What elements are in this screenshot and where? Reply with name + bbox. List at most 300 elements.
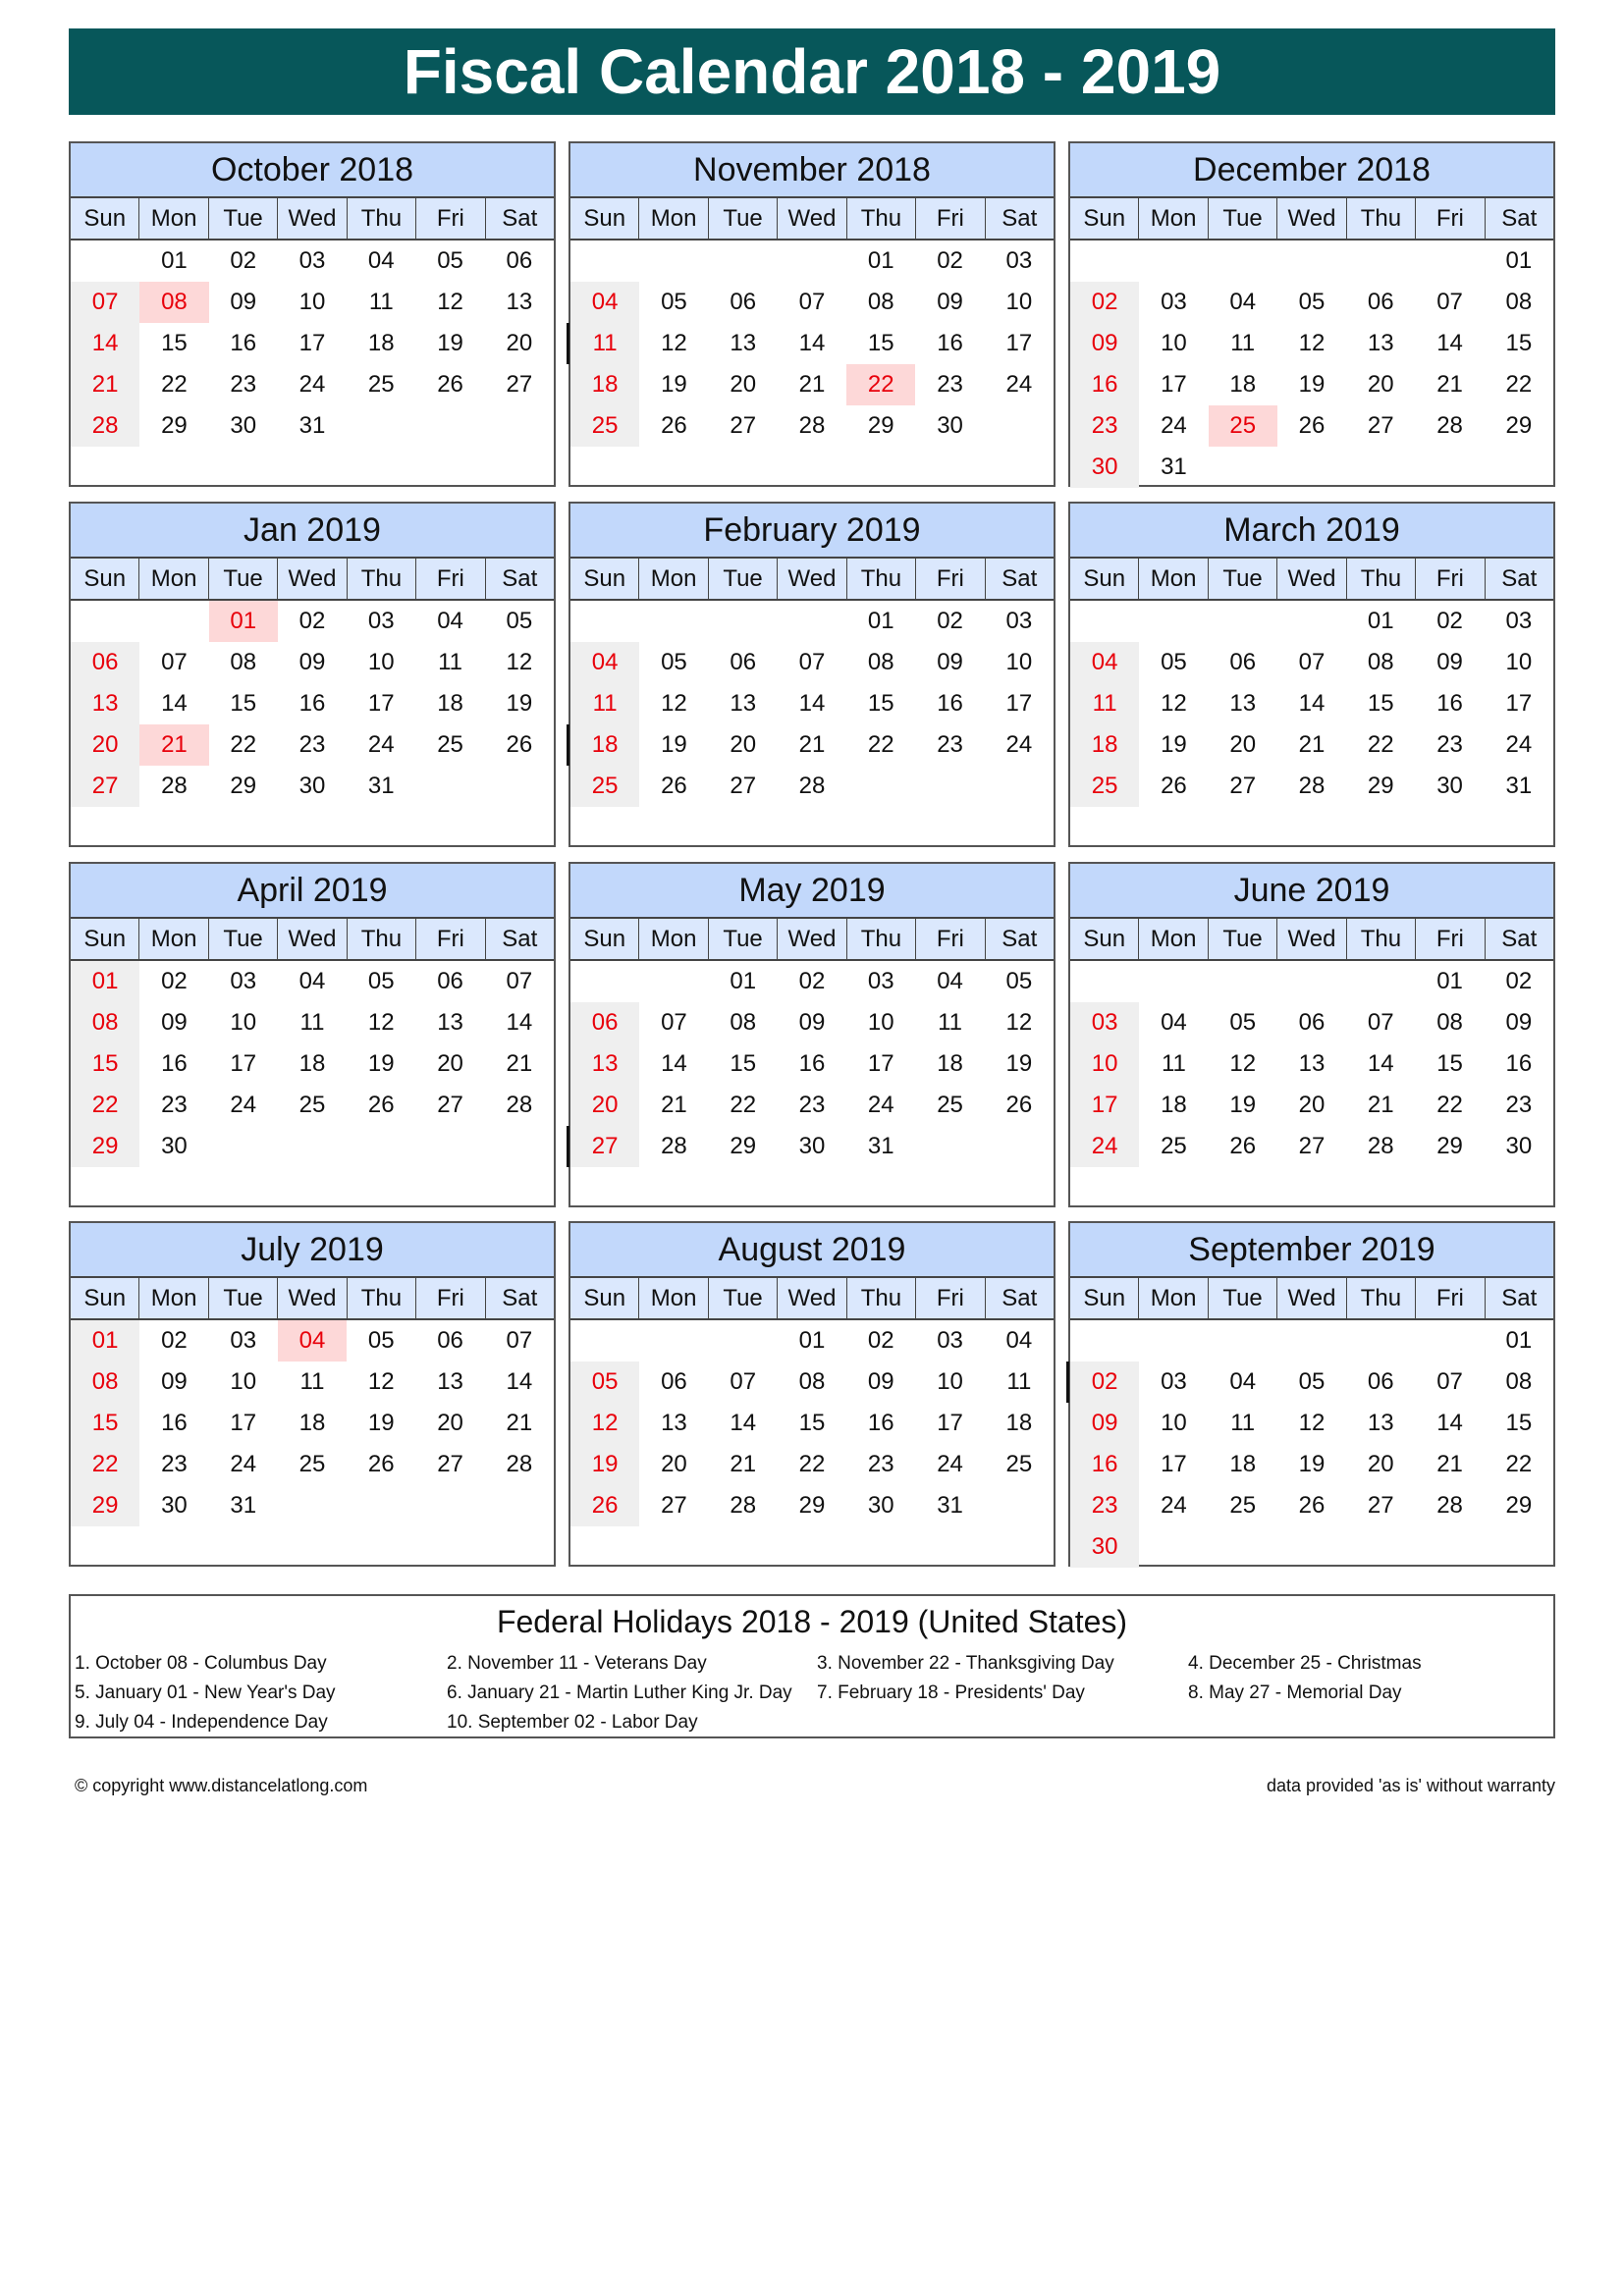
day-cell: 08 bbox=[867, 289, 894, 315]
day-cell: 19 bbox=[570, 1444, 639, 1485]
day-cell: 06 bbox=[661, 1368, 687, 1395]
day-cell: 04 bbox=[298, 968, 326, 994]
day-cell: 24 bbox=[367, 731, 395, 758]
day-cell: 12 bbox=[1005, 1009, 1033, 1036]
day-cell: 25 bbox=[937, 1092, 963, 1118]
weekday-label: Sun bbox=[583, 925, 626, 952]
holidays-title: Federal Holidays 2018 - 2019 (United States) bbox=[496, 1604, 1128, 1639]
day-cell: 13 bbox=[437, 1009, 463, 1036]
day-cell: 10 bbox=[230, 1368, 257, 1395]
day-cell: 08 bbox=[867, 649, 894, 675]
day-cell: 18 bbox=[1229, 371, 1257, 398]
day-cell: 09 bbox=[1436, 649, 1463, 675]
empty-cell bbox=[639, 1320, 708, 1362]
empty-cell bbox=[570, 601, 639, 642]
empty-cell bbox=[485, 1526, 554, 1568]
day-cell: 28 bbox=[798, 773, 826, 799]
day-cell: 01 bbox=[161, 247, 188, 274]
day-cell: 12 bbox=[367, 1368, 395, 1395]
day-cell: 03 bbox=[298, 247, 326, 274]
weekday-label: Wed bbox=[777, 919, 845, 959]
day-cell: 31 bbox=[230, 1492, 257, 1519]
day-grid bbox=[71, 961, 554, 1208]
holiday-day-cell: 22 bbox=[846, 364, 915, 405]
day-cell: 29 bbox=[230, 773, 257, 799]
day-cell: 07 bbox=[506, 968, 533, 994]
day-cell: 26 bbox=[1161, 773, 1187, 799]
holiday-item: 8. May 27 - Memorial Day bbox=[1188, 1682, 1402, 1703]
day-grid bbox=[71, 240, 554, 488]
day-cell: 13 bbox=[1367, 1410, 1394, 1436]
day-cell: 09 bbox=[937, 289, 963, 315]
day-cell: 08 bbox=[1436, 1009, 1463, 1036]
day-cell: 28 bbox=[161, 773, 188, 799]
day-cell: 29 bbox=[71, 1485, 139, 1526]
day-cell: 18 bbox=[298, 1050, 326, 1077]
weekday-label: Sat bbox=[1485, 559, 1553, 599]
day-cell: 20 bbox=[437, 1410, 463, 1436]
empty-cell bbox=[915, 766, 984, 807]
day-cell: 30 bbox=[1505, 1133, 1533, 1159]
month-title: June 2019 bbox=[1070, 864, 1553, 919]
weekday-header-row bbox=[71, 1278, 554, 1320]
day-cell: 13 bbox=[1298, 1050, 1326, 1077]
day-cell: 26 bbox=[1005, 1092, 1033, 1118]
day-cell: 06 bbox=[1229, 649, 1257, 675]
weekday-header-row bbox=[1070, 1278, 1553, 1320]
empty-cell bbox=[570, 807, 639, 848]
day-cell: 02 bbox=[1070, 282, 1139, 323]
day-cell: 29 bbox=[1367, 773, 1394, 799]
weekday-label: Mon bbox=[638, 198, 707, 239]
empty-cell bbox=[846, 807, 915, 848]
day-cell: 22 bbox=[1505, 371, 1533, 398]
day-cell: 25 bbox=[1229, 1492, 1257, 1519]
day-cell: 20 bbox=[1367, 1451, 1394, 1477]
month-panel bbox=[568, 1221, 1056, 1567]
day-cell: 18 bbox=[1229, 1451, 1257, 1477]
day-cell: 16 bbox=[1436, 690, 1463, 717]
empty-cell bbox=[1209, 961, 1277, 1002]
day-cell: 16 bbox=[1505, 1050, 1533, 1077]
day-cell: 16 bbox=[298, 690, 326, 717]
day-cell: 21 bbox=[798, 731, 826, 758]
weekday-label: Tue bbox=[1208, 198, 1276, 239]
empty-cell bbox=[778, 447, 846, 488]
day-cell: 29 bbox=[867, 412, 894, 439]
empty-cell bbox=[485, 1167, 554, 1208]
day-cell: 06 bbox=[1367, 1368, 1394, 1395]
empty-cell bbox=[915, 447, 984, 488]
day-grid bbox=[570, 1320, 1054, 1568]
day-grid bbox=[1070, 961, 1553, 1208]
day-cell: 27 bbox=[1298, 1133, 1326, 1159]
day-cell: 11 bbox=[938, 1009, 963, 1036]
day-cell: 11 bbox=[1230, 1410, 1256, 1436]
weekday-label: Wed bbox=[1276, 559, 1345, 599]
day-cell: 10 bbox=[230, 1009, 257, 1036]
holiday-day-cell: 02 bbox=[1070, 1362, 1139, 1403]
weekday-label: Mon bbox=[1138, 1278, 1207, 1318]
empty-cell bbox=[139, 807, 208, 848]
day-cell: 15 bbox=[71, 1043, 139, 1085]
month-panel bbox=[568, 862, 1056, 1207]
empty-cell bbox=[1485, 1167, 1553, 1208]
day-cell: 01 bbox=[71, 961, 139, 1002]
weekday-label: Wed bbox=[777, 1278, 845, 1318]
month-title: Jan 2019 bbox=[71, 504, 554, 559]
weekday-label: Wed bbox=[1276, 919, 1345, 959]
day-cell: 05 bbox=[1005, 968, 1033, 994]
empty-cell bbox=[1139, 601, 1208, 642]
day-cell: 14 bbox=[1298, 690, 1326, 717]
day-cell: 03 bbox=[367, 608, 395, 634]
weekday-label: Sat bbox=[985, 1278, 1054, 1318]
day-cell: 03 bbox=[1070, 1002, 1139, 1043]
weekday-label: Wed bbox=[277, 1278, 346, 1318]
day-cell: 31 bbox=[1161, 454, 1187, 480]
day-cell: 08 bbox=[1367, 649, 1394, 675]
empty-cell bbox=[915, 1126, 984, 1167]
empty-cell bbox=[1415, 807, 1484, 848]
empty-cell bbox=[570, 1526, 639, 1568]
day-cell: 14 bbox=[506, 1009, 533, 1036]
day-cell: 26 bbox=[367, 1092, 395, 1118]
day-cell: 05 bbox=[1161, 649, 1187, 675]
holiday-day-cell: 11 bbox=[570, 323, 639, 364]
day-cell: 07 bbox=[71, 282, 139, 323]
month-panel bbox=[1068, 141, 1555, 487]
empty-cell bbox=[1346, 1167, 1415, 1208]
day-cell: 23 bbox=[937, 731, 963, 758]
day-cell: 15 bbox=[798, 1410, 826, 1436]
day-cell: 02 bbox=[161, 1327, 188, 1354]
day-cell: 07 bbox=[1436, 289, 1463, 315]
month-panel bbox=[568, 141, 1056, 487]
day-cell: 05 bbox=[506, 608, 533, 634]
day-cell: 12 bbox=[437, 289, 463, 315]
day-cell: 28 bbox=[506, 1451, 533, 1477]
weekday-label: Thu bbox=[846, 919, 915, 959]
weekday-header-row bbox=[1070, 559, 1553, 601]
day-cell: 26 bbox=[661, 412, 687, 439]
day-cell: 15 bbox=[867, 330, 894, 356]
day-cell: 29 bbox=[161, 412, 188, 439]
empty-cell bbox=[278, 1485, 347, 1526]
day-cell: 17 bbox=[367, 690, 395, 717]
empty-cell bbox=[71, 447, 139, 488]
day-cell: 02 bbox=[298, 608, 326, 634]
day-cell: 17 bbox=[298, 330, 326, 356]
day-cell: 01 bbox=[867, 608, 894, 634]
weekday-label: Fri bbox=[1415, 198, 1484, 239]
day-cell: 30 bbox=[1436, 773, 1463, 799]
day-cell: 01 bbox=[798, 1327, 826, 1354]
day-cell: 16 bbox=[1070, 364, 1139, 405]
holiday-item: 10. September 02 - Labor Day bbox=[447, 1712, 698, 1733]
day-cell: 15 bbox=[1436, 1050, 1463, 1077]
day-cell: 12 bbox=[506, 649, 533, 675]
day-cell: 23 bbox=[867, 1451, 894, 1477]
copyright-text: © copyright www.distancelatlong.com bbox=[75, 1776, 368, 1795]
day-cell: 02 bbox=[1436, 608, 1463, 634]
day-grid bbox=[71, 601, 554, 848]
day-cell: 18 bbox=[1161, 1092, 1187, 1118]
weekday-label: Mon bbox=[1138, 919, 1207, 959]
day-cell: 07 bbox=[730, 1368, 757, 1395]
day-cell: 05 bbox=[1229, 1009, 1257, 1036]
day-cell: 01 bbox=[1367, 608, 1394, 634]
empty-cell bbox=[985, 1126, 1054, 1167]
empty-cell bbox=[915, 1526, 984, 1568]
day-cell: 12 bbox=[367, 1009, 395, 1036]
empty-cell bbox=[709, 240, 778, 282]
day-cell: 20 bbox=[506, 330, 533, 356]
day-cell: 05 bbox=[1298, 1368, 1326, 1395]
weekday-label: Sat bbox=[1485, 1278, 1553, 1318]
day-cell: 21 bbox=[798, 371, 826, 398]
day-cell: 19 bbox=[1005, 1050, 1033, 1077]
day-cell: 04 bbox=[367, 247, 395, 274]
empty-cell bbox=[1139, 240, 1208, 282]
empty-cell bbox=[1070, 240, 1139, 282]
day-cell: 05 bbox=[661, 649, 687, 675]
day-cell: 25 bbox=[367, 371, 395, 398]
day-cell: 13 bbox=[1229, 690, 1257, 717]
day-cell: 19 bbox=[1229, 1092, 1257, 1118]
month-panel bbox=[1068, 862, 1555, 1207]
empty-cell bbox=[1346, 447, 1415, 488]
day-cell: 22 bbox=[71, 1444, 139, 1485]
holiday-item: 2. November 11 - Veterans Day bbox=[447, 1653, 707, 1674]
empty-cell bbox=[209, 807, 278, 848]
month-panel bbox=[1068, 502, 1555, 847]
day-cell: 22 bbox=[730, 1092, 757, 1118]
empty-cell bbox=[985, 1485, 1054, 1526]
day-cell: 20 bbox=[437, 1050, 463, 1077]
month-title: November 2018 bbox=[570, 143, 1054, 198]
empty-cell bbox=[347, 1526, 415, 1568]
weekday-label: Tue bbox=[208, 1278, 277, 1318]
day-cell: 11 bbox=[368, 289, 394, 315]
weekday-label: Sat bbox=[985, 198, 1054, 239]
day-cell: 31 bbox=[1505, 773, 1533, 799]
day-cell: 21 bbox=[506, 1050, 533, 1077]
month-panel bbox=[69, 502, 556, 847]
weekday-label: Sat bbox=[485, 198, 554, 239]
empty-cell bbox=[485, 447, 554, 488]
day-cell: 30 bbox=[867, 1492, 894, 1519]
empty-cell bbox=[71, 240, 139, 282]
weekday-label: Tue bbox=[708, 559, 777, 599]
empty-cell bbox=[709, 601, 778, 642]
day-cell: 31 bbox=[867, 1133, 894, 1159]
day-cell: 04 bbox=[570, 642, 639, 683]
empty-cell bbox=[570, 447, 639, 488]
day-cell: 26 bbox=[1229, 1133, 1257, 1159]
day-cell: 09 bbox=[1070, 323, 1139, 364]
day-cell: 20 bbox=[730, 731, 757, 758]
day-cell: 03 bbox=[230, 1327, 257, 1354]
weekday-label: Sat bbox=[485, 559, 554, 599]
day-cell: 15 bbox=[867, 690, 894, 717]
empty-cell bbox=[1139, 961, 1208, 1002]
day-cell: 23 bbox=[161, 1092, 188, 1118]
day-cell: 24 bbox=[1005, 371, 1033, 398]
day-cell: 05 bbox=[1298, 289, 1326, 315]
weekday-header-row bbox=[1070, 198, 1553, 240]
day-cell: 17 bbox=[230, 1050, 257, 1077]
day-cell: 10 bbox=[367, 649, 395, 675]
day-cell: 10 bbox=[1005, 289, 1033, 315]
day-cell: 12 bbox=[1298, 330, 1326, 356]
day-cell: 28 bbox=[506, 1092, 533, 1118]
empty-cell bbox=[71, 1167, 139, 1208]
day-cell: 06 bbox=[1367, 289, 1394, 315]
empty-cell bbox=[1415, 1526, 1484, 1568]
day-cell: 31 bbox=[367, 773, 395, 799]
day-cell: 13 bbox=[730, 690, 757, 717]
weekday-label: Fri bbox=[415, 919, 484, 959]
day-cell: 23 bbox=[1070, 1485, 1139, 1526]
empty-cell bbox=[278, 1526, 347, 1568]
day-cell: 30 bbox=[230, 412, 257, 439]
weekday-label: Sat bbox=[485, 919, 554, 959]
holiday-marker bbox=[567, 724, 569, 766]
day-cell: 10 bbox=[1161, 330, 1187, 356]
day-cell: 13 bbox=[71, 683, 139, 724]
day-cell: 16 bbox=[798, 1050, 826, 1077]
day-cell: 04 bbox=[1005, 1327, 1033, 1354]
month-title: October 2018 bbox=[71, 143, 554, 198]
weekday-label: Tue bbox=[708, 919, 777, 959]
day-cell: 06 bbox=[570, 1002, 639, 1043]
weekday-label: Thu bbox=[347, 1278, 415, 1318]
day-cell: 31 bbox=[937, 1492, 963, 1519]
day-cell: 11 bbox=[1006, 1368, 1032, 1395]
day-cell: 10 bbox=[1070, 1043, 1139, 1085]
empty-cell bbox=[639, 961, 708, 1002]
day-cell: 28 bbox=[71, 405, 139, 447]
day-cell: 23 bbox=[230, 371, 257, 398]
day-cell: 22 bbox=[71, 1085, 139, 1126]
weekday-label: Tue bbox=[708, 1278, 777, 1318]
empty-cell bbox=[415, 766, 484, 807]
month-panel bbox=[69, 862, 556, 1207]
day-cell: 22 bbox=[1505, 1451, 1533, 1477]
day-cell: 19 bbox=[661, 371, 687, 398]
day-cell: 03 bbox=[230, 968, 257, 994]
month-panel bbox=[69, 1221, 556, 1567]
day-cell: 21 bbox=[1436, 371, 1463, 398]
holiday-marker bbox=[567, 323, 569, 364]
empty-cell bbox=[209, 447, 278, 488]
empty-cell bbox=[709, 1167, 778, 1208]
day-cell: 16 bbox=[161, 1410, 188, 1436]
month-title: March 2019 bbox=[1070, 504, 1553, 559]
day-cell: 04 bbox=[437, 608, 463, 634]
day-cell: 24 bbox=[230, 1092, 257, 1118]
day-cell: 10 bbox=[298, 289, 326, 315]
day-cell: 13 bbox=[730, 330, 757, 356]
day-cell: 27 bbox=[506, 371, 533, 398]
holiday-item: 3. November 22 - Thanksgiving Day bbox=[817, 1653, 1114, 1674]
day-cell: 14 bbox=[71, 323, 139, 364]
day-cell: 17 bbox=[1161, 1451, 1187, 1477]
day-cell: 06 bbox=[437, 1327, 463, 1354]
day-cell: 24 bbox=[1161, 412, 1187, 439]
holiday-marker bbox=[567, 1126, 569, 1167]
day-grid bbox=[570, 601, 1054, 848]
weekday-label: Tue bbox=[1208, 559, 1276, 599]
day-cell: 06 bbox=[506, 247, 533, 274]
weekday-label: Mon bbox=[138, 1278, 207, 1318]
empty-cell bbox=[139, 447, 208, 488]
weekday-label: Sun bbox=[1083, 204, 1126, 232]
day-cell: 05 bbox=[367, 1327, 395, 1354]
day-cell: 19 bbox=[506, 690, 533, 717]
day-cell: 07 bbox=[1436, 1368, 1463, 1395]
day-cell: 03 bbox=[1161, 1368, 1187, 1395]
day-cell: 10 bbox=[1005, 649, 1033, 675]
empty-cell bbox=[639, 447, 708, 488]
empty-cell bbox=[570, 961, 639, 1002]
day-cell: 03 bbox=[867, 968, 894, 994]
day-cell: 14 bbox=[730, 1410, 757, 1436]
day-cell: 23 bbox=[161, 1451, 188, 1477]
empty-cell bbox=[347, 405, 415, 447]
empty-cell bbox=[415, 1167, 484, 1208]
weekday-label: Fri bbox=[915, 198, 984, 239]
weekday-label: Tue bbox=[708, 198, 777, 239]
day-cell: 21 bbox=[1298, 731, 1326, 758]
day-cell: 04 bbox=[1229, 1368, 1257, 1395]
holiday-day-cell: 01 bbox=[209, 601, 278, 642]
day-cell: 20 bbox=[71, 724, 139, 766]
day-cell: 02 bbox=[1505, 968, 1533, 994]
empty-cell bbox=[415, 447, 484, 488]
empty-cell bbox=[985, 766, 1054, 807]
day-cell: 17 bbox=[937, 1410, 963, 1436]
empty-cell bbox=[347, 1485, 415, 1526]
day-cell: 17 bbox=[1505, 690, 1533, 717]
day-cell: 19 bbox=[1298, 1451, 1326, 1477]
holiday-day-cell: 21 bbox=[139, 724, 208, 766]
weekday-label: Sun bbox=[1083, 564, 1126, 592]
day-cell: 15 bbox=[230, 690, 257, 717]
day-cell: 15 bbox=[161, 330, 188, 356]
day-cell: 16 bbox=[937, 330, 963, 356]
empty-cell bbox=[71, 601, 139, 642]
day-cell: 27 bbox=[1367, 1492, 1394, 1519]
empty-cell bbox=[278, 447, 347, 488]
day-cell: 27 bbox=[71, 766, 139, 807]
day-cell: 06 bbox=[1298, 1009, 1326, 1036]
day-cell: 05 bbox=[367, 968, 395, 994]
empty-cell bbox=[415, 1485, 484, 1526]
empty-cell bbox=[985, 1167, 1054, 1208]
day-cell: 24 bbox=[230, 1451, 257, 1477]
day-cell: 14 bbox=[1367, 1050, 1394, 1077]
empty-cell bbox=[985, 405, 1054, 447]
day-cell: 21 bbox=[71, 364, 139, 405]
day-cell: 29 bbox=[71, 1126, 139, 1167]
empty-cell bbox=[1415, 240, 1484, 282]
empty-cell bbox=[639, 601, 708, 642]
empty-cell bbox=[1209, 1526, 1277, 1568]
day-cell: 25 bbox=[1070, 766, 1139, 807]
empty-cell bbox=[209, 1126, 278, 1167]
